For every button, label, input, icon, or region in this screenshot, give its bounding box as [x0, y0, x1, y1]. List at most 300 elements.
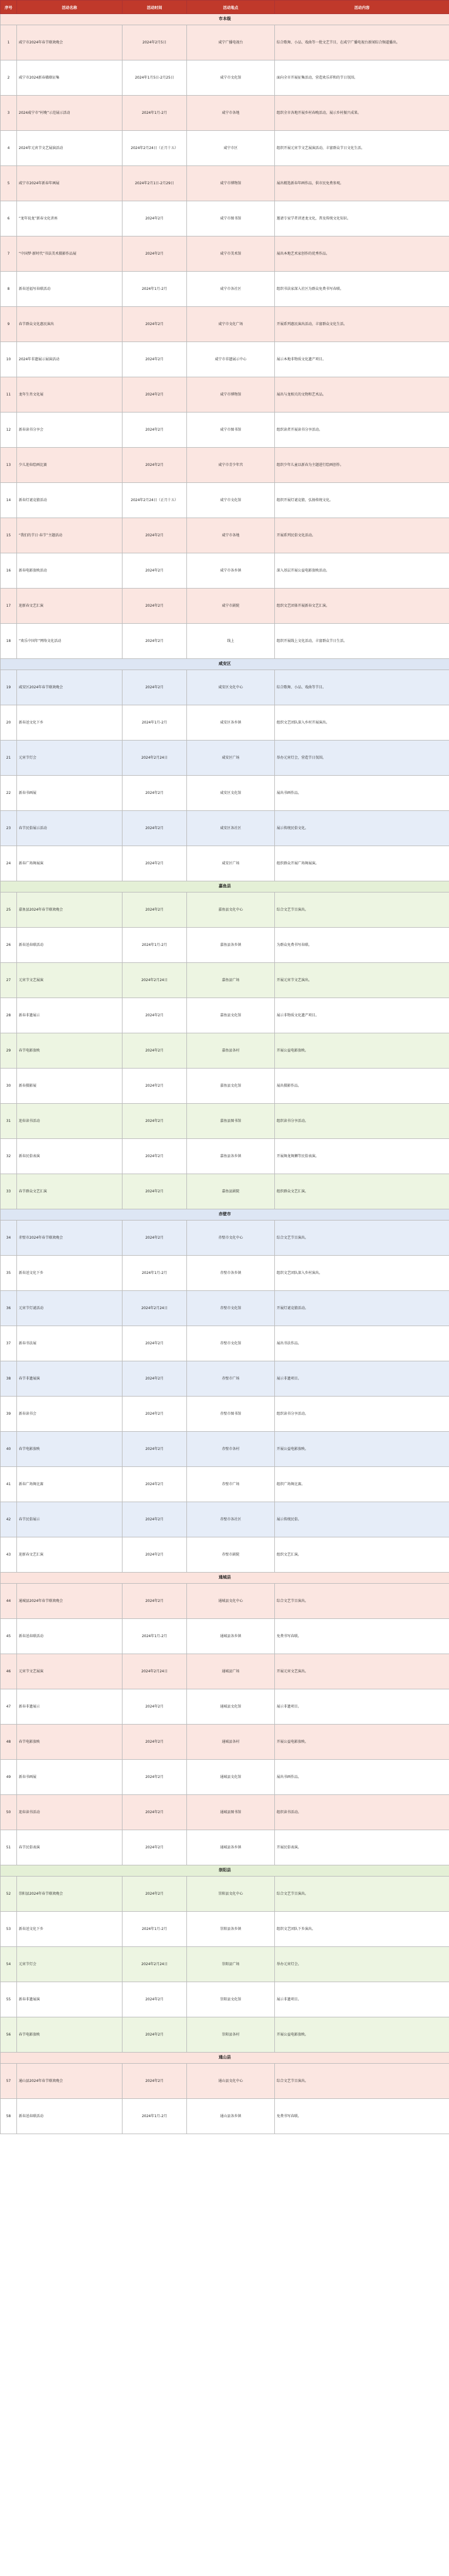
cell-content: 展出摄影作品。	[275, 1069, 449, 1104]
cell-content: 组织群众文艺汇演。	[275, 1174, 449, 1209]
cell-time: 2024年2月24日	[123, 963, 187, 998]
table-row	[1, 1877, 449, 1912]
cell-seq: 56	[1, 2017, 17, 2053]
cell-time: 2024年1月-2月	[123, 705, 187, 741]
cell-seq: 22	[1, 776, 17, 811]
cell-time: 2024年2月	[123, 1725, 187, 1760]
section-title: 咸安区	[1, 659, 449, 670]
cell-name: 新春送文化下乡	[17, 1256, 123, 1291]
cell-name: 迎春读书活动	[17, 1104, 123, 1139]
cell-seq: 4	[1, 131, 17, 166]
cell-seq: 39	[1, 1397, 17, 1432]
cell-seq: 13	[1, 448, 17, 483]
table-row	[1, 928, 449, 963]
cell-location: 通城县各乡镇	[187, 1619, 275, 1654]
cell-content: 展出书画作品。	[275, 1760, 449, 1795]
cell-content: 组织文艺团队深入乡村开展演出。	[275, 705, 449, 741]
cell-name: 迎新春文艺汇演	[17, 589, 123, 624]
cell-name: 咸宁市2024年新春年画展	[17, 166, 123, 201]
cell-location: 咸宁市文化馆	[187, 483, 275, 518]
cell-location: 崇阳县各村	[187, 2017, 275, 2053]
table-row	[1, 1033, 449, 1069]
cell-seq: 58	[1, 2099, 17, 2134]
cell-content: 开展灯谜竞猜活动。	[275, 1291, 449, 1326]
cell-content: 开展元宵文艺演出。	[275, 1654, 449, 1689]
cell-time: 2024年1月-2月	[123, 928, 187, 963]
cell-time: 2024年2月	[123, 1069, 187, 1104]
table-row	[1, 25, 449, 60]
cell-name: 春节非遗展演	[17, 1361, 123, 1397]
table-row	[1, 811, 449, 846]
cell-name: 新春读书分享会	[17, 413, 123, 448]
cell-location: 通山县文化中心	[187, 2064, 275, 2099]
cell-seq: 33	[1, 1174, 17, 1209]
table-row	[1, 705, 449, 741]
table-row	[1, 96, 449, 131]
cell-time: 2024年2月	[123, 1877, 187, 1912]
cell-seq: 8	[1, 272, 17, 307]
cell-location: 咸安区文化馆	[187, 776, 275, 811]
cell-name: 新春非遗展示	[17, 1689, 123, 1725]
table-row	[1, 998, 449, 1033]
cell-name: 新春灯谜竞猜活动	[17, 483, 123, 518]
cell-content: 组织文艺团队下乡演出。	[275, 1912, 449, 1947]
cell-location: 咸宁市各地	[187, 96, 275, 131]
cell-location: 嘉鱼县文化中心	[187, 893, 275, 928]
cell-content: 综合文艺节目演出。	[275, 1221, 449, 1256]
cell-time: 2024年2月	[123, 553, 187, 589]
cell-seq: 30	[1, 1069, 17, 1104]
cell-location: 赤壁市各社区	[187, 1502, 275, 1537]
cell-location: 咸宁市图书馆	[187, 201, 275, 236]
cell-name: “龙年说龙”新春文化讲座	[17, 201, 123, 236]
cell-content: 综合文艺节目演出。	[275, 1584, 449, 1619]
cell-name: 赤壁市2024年春节联欢晚会	[17, 1221, 123, 1256]
table-row	[1, 272, 449, 307]
cell-seq: 19	[1, 670, 17, 705]
cell-seq: 52	[1, 1877, 17, 1912]
cell-time: 2024年2月	[123, 589, 187, 624]
table-row	[1, 518, 449, 553]
cell-location: 咸安区广场	[187, 741, 275, 776]
cell-time: 2024年2月1日-2月29日	[123, 166, 187, 201]
cell-seq: 1	[1, 25, 17, 60]
table-row	[1, 1830, 449, 1865]
cell-location: 咸宁市文化广场	[187, 307, 275, 342]
section-header	[1, 1865, 449, 1877]
cell-time: 2024年1月-2月	[123, 1619, 187, 1654]
cell-location: 通山县各乡镇	[187, 2099, 275, 2134]
cell-content: 开展民俗表演。	[275, 1830, 449, 1865]
table-row	[1, 201, 449, 236]
section-title: 通山县	[1, 2053, 449, 2064]
table-row	[1, 307, 449, 342]
cell-seq: 18	[1, 624, 17, 659]
cell-name: 元宵节文艺展演	[17, 1654, 123, 1689]
cell-location: 崇阳县文化馆	[187, 1982, 275, 2017]
cell-content: 举办元宵灯会。	[275, 1947, 449, 1982]
cell-time: 2024年2月	[123, 846, 187, 881]
cell-name: 新春电影放映活动	[17, 553, 123, 589]
section-header	[1, 659, 449, 670]
cell-location: 嘉鱼县剧院	[187, 1174, 275, 1209]
table-row	[1, 1982, 449, 2017]
cell-time: 2024年2月	[123, 448, 187, 483]
table-row	[1, 1795, 449, 1830]
cell-time: 2024年2月	[123, 1432, 187, 1467]
cell-content: 组织读者开展读书分享活动。	[275, 413, 449, 448]
cell-seq: 40	[1, 1432, 17, 1467]
cell-seq: 15	[1, 518, 17, 553]
table-row	[1, 1760, 449, 1795]
table-row	[1, 1689, 449, 1725]
cell-location: 嘉鱼县广场	[187, 963, 275, 998]
cell-seq: 34	[1, 1221, 17, 1256]
cell-location: 线上	[187, 624, 275, 659]
cell-content: 展出精选新春年画作品，供市民免费参观。	[275, 166, 449, 201]
cell-location: 崇阳县各乡镇	[187, 1912, 275, 1947]
cell-time: 2024年2月	[123, 1795, 187, 1830]
cell-location: 嘉鱼县图书馆	[187, 1104, 275, 1139]
cell-name: “中国梦·新时代”书法美术摄影作品展	[17, 236, 123, 272]
cell-content: 开展公益电影放映。	[275, 1033, 449, 1069]
cell-content: 组织读书分享活动。	[275, 1104, 449, 1139]
cell-content: 组织广场舞比赛。	[275, 1467, 449, 1502]
cell-time: 2024年2月	[123, 1033, 187, 1069]
cell-name: 新春书画展	[17, 1760, 123, 1795]
table-row	[1, 1432, 449, 1467]
cell-time: 2024年2月	[123, 998, 187, 1033]
cell-name: 新春送春联活动	[17, 1619, 123, 1654]
cell-name: 新春广场舞展演	[17, 846, 123, 881]
cell-time: 2024年2月	[123, 1467, 187, 1502]
cell-content: 展出书法作品。	[275, 1326, 449, 1361]
table-row	[1, 448, 449, 483]
table-body	[1, 14, 449, 2134]
cell-seq: 32	[1, 1139, 17, 1174]
cell-seq: 28	[1, 998, 17, 1033]
cell-content: 展出书画作品。	[275, 776, 449, 811]
table-row	[1, 131, 449, 166]
cell-seq: 53	[1, 1912, 17, 1947]
cell-name: 春节电影放映	[17, 1432, 123, 1467]
cell-content: 开展公益电影放映。	[275, 1432, 449, 1467]
table-row	[1, 2099, 449, 2134]
header-time: 活动时间	[123, 1, 187, 14]
cell-location: 赤壁市文化馆	[187, 1326, 275, 1361]
cell-name: 新春送文化下乡	[17, 705, 123, 741]
cell-time: 2024年2月5日	[123, 25, 187, 60]
cell-time: 2024年2月	[123, 1397, 187, 1432]
cell-location: 通城县文化馆	[187, 1689, 275, 1725]
cell-time: 2024年2月	[123, 1221, 187, 1256]
cell-time: 2024年2月	[123, 1502, 187, 1537]
cell-name: 新春书画展	[17, 776, 123, 811]
cell-name: 新春广场舞比赛	[17, 1467, 123, 1502]
cell-seq: 36	[1, 1291, 17, 1326]
cell-location: 通城县广场	[187, 1654, 275, 1689]
section-title: 通城县	[1, 1573, 449, 1584]
cell-location: 咸宁广播电视台	[187, 25, 275, 60]
table-row	[1, 1467, 449, 1502]
cell-time: 2024年2月	[123, 1537, 187, 1573]
cell-time: 2024年2月	[123, 1689, 187, 1725]
cell-location: 咸宁市美术馆	[187, 236, 275, 272]
table-row	[1, 1725, 449, 1760]
cell-time: 2024年2月	[123, 2017, 187, 2053]
cell-name: 新春送福写春联活动	[17, 272, 123, 307]
cell-seq: 38	[1, 1361, 17, 1397]
section-title: 嘉鱼县	[1, 881, 449, 893]
cell-location: 赤壁市文化馆	[187, 1291, 275, 1326]
cell-seq: 17	[1, 589, 17, 624]
cell-seq: 48	[1, 1725, 17, 1760]
cell-content: 展示非遗项目。	[275, 1982, 449, 2017]
cell-seq: 21	[1, 741, 17, 776]
table-row	[1, 1256, 449, 1291]
table-row	[1, 377, 449, 413]
cell-content: 综合文艺节目演出。	[275, 2064, 449, 2099]
cell-location: 赤壁市广场	[187, 1361, 275, 1397]
cell-location: 嘉鱼县各乡镇	[187, 928, 275, 963]
table-row	[1, 1537, 449, 1573]
cell-name: 新春书法展	[17, 1326, 123, 1361]
table-row	[1, 236, 449, 272]
section-header	[1, 2053, 449, 2064]
cell-seq: 2	[1, 60, 17, 96]
cell-name: 新春非遗展演	[17, 1982, 123, 2017]
cell-seq: 25	[1, 893, 17, 928]
cell-location: 咸宁市各社区	[187, 272, 275, 307]
cell-location: 赤壁市广场	[187, 1467, 275, 1502]
cell-name: 咸安区2024年春节联欢晚会	[17, 670, 123, 705]
table-header	[1, 1, 449, 14]
cell-name: 新春送春联活动	[17, 928, 123, 963]
cell-name: 崇阳县2024年春节联欢晚会	[17, 1877, 123, 1912]
table-row	[1, 553, 449, 589]
table-row	[1, 1291, 449, 1326]
cell-name: 新春非遗展示	[17, 998, 123, 1033]
cell-content: 为群众免费书写春联。	[275, 928, 449, 963]
section-title: 市本级	[1, 14, 449, 25]
cell-name: 通城县2024年春节联欢晚会	[17, 1584, 123, 1619]
header-seq: 序号	[1, 1, 17, 14]
cell-seq: 20	[1, 705, 17, 741]
cell-content: 组织书法家深入社区为群众免费书写春联。	[275, 272, 449, 307]
cell-content: 开展公益电影放映。	[275, 1725, 449, 1760]
cell-content: 综合文艺节目演出。	[275, 893, 449, 928]
cell-seq: 10	[1, 342, 17, 377]
cell-seq: 5	[1, 166, 17, 201]
cell-seq: 12	[1, 413, 17, 448]
cell-content: 组织少年儿童以新春为主题进行绘画创作。	[275, 448, 449, 483]
cell-time: 2024年2月	[123, 2064, 187, 2099]
cell-location: 咸安区文化中心	[187, 670, 275, 705]
cell-location: 嘉鱼县文化馆	[187, 1069, 275, 1104]
table-row	[1, 776, 449, 811]
cell-time: 2024年2月	[123, 670, 187, 705]
cell-name: 2024咸宁市“村晚”示范展示活动	[17, 96, 123, 131]
cell-name: 春节电影放映	[17, 2017, 123, 2053]
cell-name: 龙年生肖文化展	[17, 377, 123, 413]
table-row	[1, 1502, 449, 1537]
cell-seq: 49	[1, 1760, 17, 1795]
cell-content: 展示非物质文化遗产项目。	[275, 998, 449, 1033]
cell-seq: 27	[1, 963, 17, 998]
section-header	[1, 881, 449, 893]
cell-name: 春节群众文艺汇演	[17, 1174, 123, 1209]
cell-time: 2024年2月	[123, 1361, 187, 1397]
cell-name: 通山县2024年春节联欢晚会	[17, 2064, 123, 2099]
cell-name: 少儿迎春绘画比赛	[17, 448, 123, 483]
table-row	[1, 741, 449, 776]
table-row	[1, 1361, 449, 1397]
cell-content: 组织全市各地开展乡村春晚活动，展示乡村振兴成果。	[275, 96, 449, 131]
table-row	[1, 1069, 449, 1104]
cell-content: 组织文艺团体开展新春文艺汇演。	[275, 589, 449, 624]
cell-location: 咸宁市文化馆	[187, 60, 275, 96]
header-location: 活动地点	[187, 1, 275, 14]
cell-time: 2024年2月24日	[123, 1654, 187, 1689]
cell-time: 2024年2月	[123, 518, 187, 553]
cell-name: 元宵节灯会	[17, 741, 123, 776]
cell-name: 新春送文化下乡	[17, 1912, 123, 1947]
cell-location: 咸安区各社区	[187, 811, 275, 846]
cell-name: 新春送春联活动	[17, 2099, 123, 2134]
cell-location: 咸宁市青少年宫	[187, 448, 275, 483]
cell-seq: 11	[1, 377, 17, 413]
cell-location: 咸宁市剧院	[187, 589, 275, 624]
cell-name: 元宵节灯会	[17, 1947, 123, 1982]
table-row	[1, 670, 449, 705]
cell-content: 组织开展线上文化活动，丰富群众节日生活。	[275, 624, 449, 659]
table-row	[1, 1397, 449, 1432]
table-row	[1, 60, 449, 96]
table-row	[1, 413, 449, 448]
cell-location: 赤壁市剧院	[187, 1537, 275, 1573]
cell-name: “我们的节日·春节”主题活动	[17, 518, 123, 553]
cell-seq: 47	[1, 1689, 17, 1725]
cell-content: 展出与龙相关的文物和艺术品。	[275, 377, 449, 413]
section-header	[1, 1209, 449, 1221]
cell-content: 综合歌舞、小品、戏曲等一批文艺节目，在咸宁广播电视台新闻综合频道播出。	[275, 25, 449, 60]
table-row	[1, 846, 449, 881]
cell-location: 咸宁市非遗展示中心	[187, 342, 275, 377]
cell-name: 元宵节灯谜活动	[17, 1291, 123, 1326]
cell-seq: 14	[1, 483, 17, 518]
cell-seq: 45	[1, 1619, 17, 1654]
cell-seq: 7	[1, 236, 17, 272]
cell-content: 展示非遗项目。	[275, 1689, 449, 1725]
cell-name: 新春摄影展	[17, 1069, 123, 1104]
cell-location: 赤壁市文化中心	[187, 1221, 275, 1256]
cell-name: 新春民俗表演	[17, 1139, 123, 1174]
cell-seq: 3	[1, 96, 17, 131]
cell-location: 咸安区广场	[187, 846, 275, 881]
cell-seq: 23	[1, 811, 17, 846]
cell-name: 咸宁市2024年春节联欢晚会	[17, 25, 123, 60]
cell-content: 组织开展元宵节文艺展演活动，丰富群众节日文化生活。	[275, 131, 449, 166]
table-row	[1, 1584, 449, 1619]
table-row	[1, 2064, 449, 2099]
section-title: 赤壁市	[1, 1209, 449, 1221]
cell-seq: 29	[1, 1033, 17, 1069]
table-row	[1, 963, 449, 998]
cell-seq: 26	[1, 928, 17, 963]
cell-time: 2024年2月	[123, 201, 187, 236]
cell-location: 咸安区各乡镇	[187, 705, 275, 741]
cell-time: 2024年1月5日-2月25日	[123, 60, 187, 96]
cell-location: 赤壁市各乡镇	[187, 1256, 275, 1291]
cell-content: 开展公益电影放映。	[275, 2017, 449, 2053]
cell-time: 2024年1月-2月	[123, 96, 187, 131]
cell-time: 2024年1月-2月	[123, 272, 187, 307]
table-row	[1, 1139, 449, 1174]
cell-time: 2024年2月	[123, 1139, 187, 1174]
cell-content: 深入基层开展公益电影放映活动。	[275, 553, 449, 589]
table-row	[1, 2017, 449, 2053]
cell-content: 开展系列惠民演出活动，丰富群众文化生活。	[275, 307, 449, 342]
cell-seq: 35	[1, 1256, 17, 1291]
cell-seq: 55	[1, 1982, 17, 2017]
cell-content: 免费书写春联。	[275, 1619, 449, 1654]
cell-location: 咸宁市图书馆	[187, 413, 275, 448]
table-row	[1, 589, 449, 624]
cell-name: 迎新春文艺汇演	[17, 1537, 123, 1573]
cell-content: 邀请专家学者讲述龙文化，普及传统文化知识。	[275, 201, 449, 236]
cell-location: 通城县文化中心	[187, 1584, 275, 1619]
cell-seq: 42	[1, 1502, 17, 1537]
cell-content: 免费书写春联。	[275, 2099, 449, 2134]
cell-name: 2024年非遗展示展演活动	[17, 342, 123, 377]
cell-seq: 31	[1, 1104, 17, 1139]
cell-location: 咸宁市博物馆	[187, 377, 275, 413]
cell-time: 2024年2月	[123, 1830, 187, 1865]
cell-location: 咸宁市各乡镇	[187, 553, 275, 589]
cell-time: 2024年2月24日	[123, 741, 187, 776]
cell-seq: 46	[1, 1654, 17, 1689]
cell-name: 春节民俗表演	[17, 1830, 123, 1865]
cell-name: “欢乐中国年”网络文化活动	[17, 624, 123, 659]
cell-content: 举办元宵灯会，营造节日氛围。	[275, 741, 449, 776]
cell-content: 组织读书活动。	[275, 1795, 449, 1830]
cell-content: 展示非遗项目。	[275, 1361, 449, 1397]
cell-time: 2024年2月	[123, 377, 187, 413]
table-row	[1, 893, 449, 928]
table-row	[1, 166, 449, 201]
cell-seq: 54	[1, 1947, 17, 1982]
table-row	[1, 342, 449, 377]
cell-time: 2024年2月	[123, 236, 187, 272]
table-row	[1, 1326, 449, 1361]
cell-time: 2024年2月	[123, 1326, 187, 1361]
cell-content: 展示传统民俗文化。	[275, 811, 449, 846]
cell-seq: 51	[1, 1830, 17, 1865]
cell-time: 2024年2月	[123, 1760, 187, 1795]
cell-time: 2024年2月24日	[123, 1947, 187, 1982]
cell-name: 春节民俗展示活动	[17, 811, 123, 846]
section-header	[1, 1573, 449, 1584]
cell-location: 嘉鱼县各村	[187, 1033, 275, 1069]
cell-time: 2024年2月24日（正月十五）	[123, 483, 187, 518]
cell-time: 2024年2月	[123, 413, 187, 448]
cell-content: 展示本地非物质文化遗产项目。	[275, 342, 449, 377]
cell-location: 通城县各乡镇	[187, 1830, 275, 1865]
cell-content: 展示传统民俗。	[275, 1502, 449, 1537]
cell-time: 2024年2月	[123, 307, 187, 342]
section-header	[1, 14, 449, 25]
table-row	[1, 1104, 449, 1139]
